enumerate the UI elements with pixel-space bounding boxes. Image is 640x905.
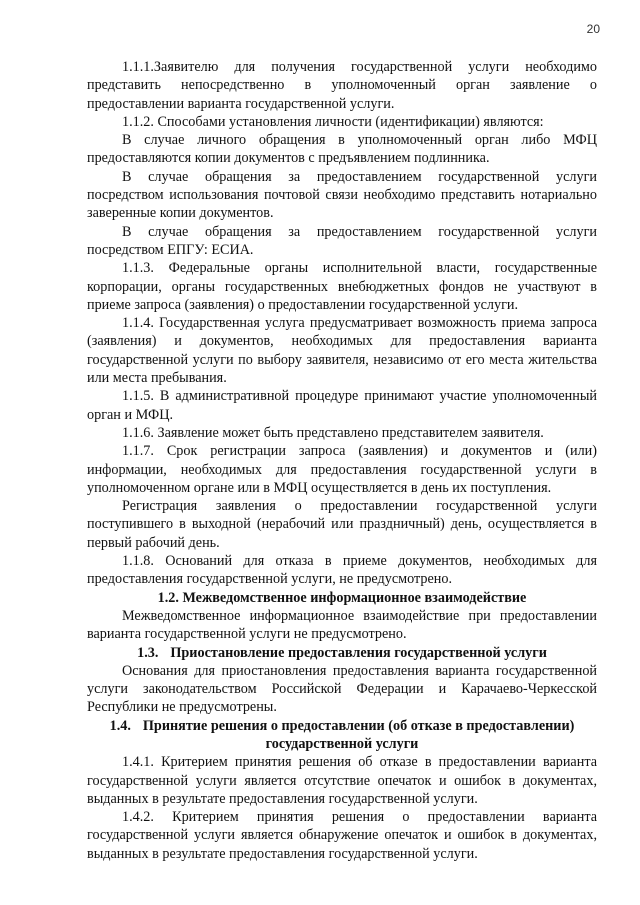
paragraph-1-1-2-postal: В случае обращения за предоставлением государственной услуги посредством использования почтовой связи необходимо представить нотариально заверенные копии документов. xyxy=(87,168,597,222)
paragraph-1-1-2: 1.1.2. Способами установления личности (идентификации) являются: xyxy=(122,113,544,130)
paragraph-1-1-8: 1.1.8. Оснований для отказа в приеме документов, необходимых для предоставления государственной услуги, не предусмотрено. xyxy=(87,553,597,588)
paragraph-1-1-4: 1.1.4. Государственная услуга предусматривает возможность приема запроса (заявления) и документов, необходимых для предоставления варианта государственной услуги по выбору заявителя, независимо от его места жительства или места пребывания. xyxy=(87,315,597,387)
heading-1-3 xyxy=(87,644,597,662)
heading-1-3-number: 1.3. xyxy=(137,644,159,661)
heading-1-4-number: 1.4. xyxy=(109,717,131,734)
paragraph-1-4-1: 1.4.1. Критерием принятия решения об отказе в предоставлении варианта государственной услуги является отсутствие опечаток и ошибок в документах, выданных в результате предоставления государственной услуги. xyxy=(87,754,597,807)
paragraph-1-1-2-epgu: В случае обращения за предоставлением государственной услуги посредством ЕПГУ: ЕСИА. xyxy=(87,223,597,258)
paragraph-1-1-6: 1.1.6. Заявление может быть представлено представителем заявителя. xyxy=(122,424,544,441)
paragraph-1-1-1: 1.1.1.Заявителю для получения государственной услуги необходимо представить непосредственно в уполномоченный орган заявление о предоставлении варианта государственной услуги. xyxy=(87,59,597,112)
paragraph-1-1-7-registration: Регистрация заявления о предоставлении государственной услуги поступившего в выходной (нерабочий или праздничный) день, осуществляется в первый рабочий день. xyxy=(87,498,597,551)
paragraph-1-2-body: Межведомственное информационное взаимодействие при предоставлении варианта государственной услуги не предусмотрено. xyxy=(87,607,597,643)
paragraph-1-1-7: 1.1.7. Срок регистрации запроса (заявления) и документов и (или) информации, необходимых для предоставления государственной услуги в уполномоченном органе или в МФЦ осуществляется в день их поступления. xyxy=(87,443,597,496)
heading-1-3-title: Приостановление предоставления государственной услуги xyxy=(170,644,547,661)
paragraph-1-3-body: Основания для приостановления предоставления варианта государственной услуги законодательством Российской Федерации и Карачаево-Черкесской Республики не предусмотрены. xyxy=(87,662,597,716)
paragraph-1-1-2-personal: В случае личного обращения в уполномоченный орган либо МФЦ предоставляются копии документов с предъявлением подлинника. xyxy=(87,132,597,167)
heading-1-4-title: Принятие решения о предоставлении (об отказе в предоставлении) государственной услуги xyxy=(142,717,575,752)
heading-1-4 xyxy=(87,717,597,754)
paragraph-1-1-3: 1.1.3. Федеральные органы исполнительной власти, государственные корпорации, органы государственных внебюджетных фондов не участвуют в приеме запроса (заявления) о предоставлении государственной услуги. xyxy=(87,260,597,313)
paragraph-1-4-2: 1.4.2. Критерием принятия решения о предоставлении варианта государственной услуги является обнаружение опечаток и ошибок в документах, выданных в результате предоставления государственной услуги. xyxy=(87,809,597,862)
heading-1-2: 1.2. Межведомственное информационное взаимодействие xyxy=(157,589,527,606)
page-number: 20 xyxy=(586,22,600,36)
paragraph-1-1-5: 1.1.5. В административной процедуре принимают участие уполномоченный орган и МФЦ. xyxy=(87,388,597,423)
document-body xyxy=(87,58,597,863)
